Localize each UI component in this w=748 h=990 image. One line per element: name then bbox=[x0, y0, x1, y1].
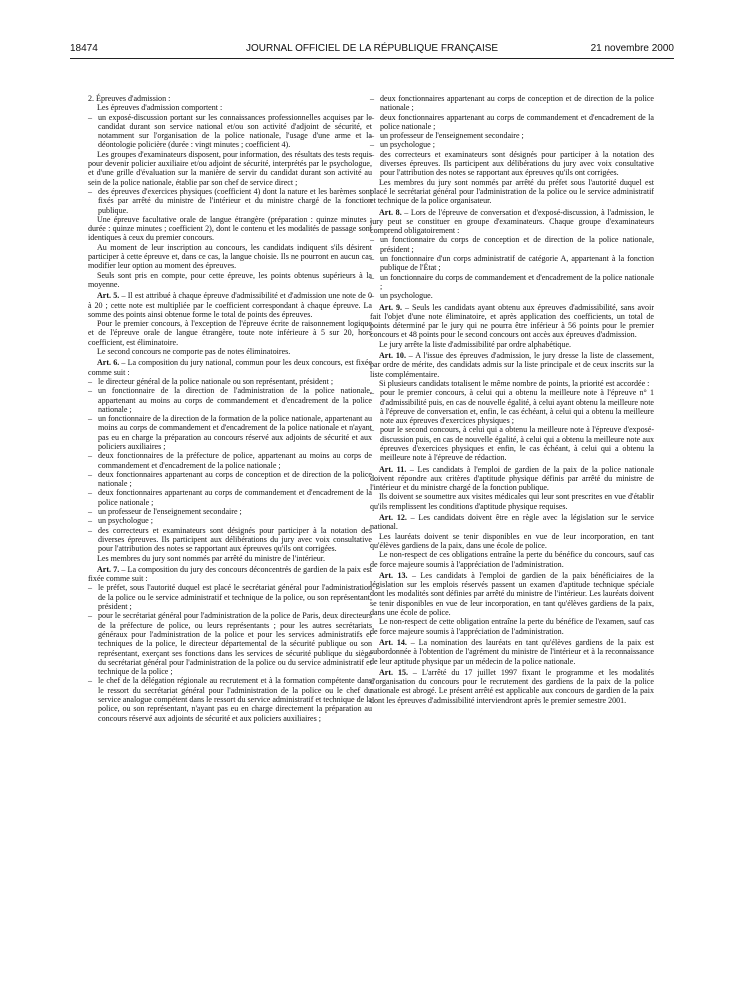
list-item: – un fonctionnaire du corps de commandement et d'encadrement de la police nationale ; bbox=[370, 273, 654, 292]
list-item: – pour le second concours, à celui qui a obtenu la meilleure note à l'épreuve d'exposé-discussion puis, en cas de nouvelle égalité, à celui qui a obtenu la meilleure note aux épreuves d'exercices physiques et enfin, le cas échéant, à celui qui a obtenu la meilleure note à l'épreuve de rédaction. bbox=[370, 425, 654, 462]
article-text: – Lors de l'épreuve de conversation et d'exposé-discussion, à l'admission, le jury peut se constituer en groupe d'examinateurs. Chaque groupe d'examinateurs comprend obligatoirement : bbox=[370, 207, 654, 236]
list-item: – deux fonctionnaires de la préfecture de police, appartenant au moins au corps de commandement et d'encadrement de la police nationale ; bbox=[88, 451, 372, 470]
article-label: Art. 7. bbox=[97, 564, 120, 574]
right-column bbox=[370, 94, 654, 705]
article-10 bbox=[370, 351, 654, 379]
article-label: Art. 14. bbox=[379, 637, 407, 647]
list-item: – deux fonctionnaires appartenant au corps de commandement et d'encadrement de la police nationale ; bbox=[88, 488, 372, 507]
article-5 bbox=[88, 291, 372, 319]
article-text: – Seuls les candidats ayant obtenu aux épreuves d'admissibilité, sans avoir fait l'objet d'une note éliminatoire, et après application des coefficients, un total de points déterminé par le jury qui ne pourra être inférieur à 56 points pour le premier concours et 48 points pour le second concours ont accès aux épreuves d'admission. bbox=[370, 302, 654, 340]
paragraph: Ils doivent se soumettre aux visites médicales qui leur sont prescrites en vue d'établir qu'ils remplissent les conditions d'aptitude physique requises. bbox=[370, 492, 654, 511]
list-item: – un professeur de l'enseignement secondaire ; bbox=[370, 131, 654, 140]
list-item: – deux fonctionnaires appartenant au corps de conception et de direction de la police nationale ; bbox=[370, 94, 654, 113]
article-13 bbox=[370, 571, 654, 617]
paragraph: Les lauréats doivent se tenir disponibles en vue de leur incorporation, en tant qu'élèves gardiens de la paix, dans une école de police. bbox=[370, 531, 654, 550]
article-label: Art. 10. bbox=[379, 351, 406, 361]
paragraph: Les groupes d'examinateurs disposent, pour information, des résultats des tests requis pour devenir policier auxiliaire et/ou adjoint de sécurité, interprétés par le psychologue, et d'une grille d'évaluation sur la manière de servir du candidat durant son activité au sein de la police nationale, établie par son chef de service direct ; bbox=[88, 149, 372, 187]
list-item: – un psychologue. bbox=[370, 291, 654, 300]
list-item: – un fonctionnaire de la direction de la formation de la police nationale, appartenant au moins au corps de commandement et d'encadrement de la police nationale et n'ayant pas eu en charge la préparation au concours réservé aux adjoints de sécurité et aux policiers auxiliaires ; bbox=[88, 414, 372, 451]
article-label: Art. 13. bbox=[379, 570, 408, 580]
article-14 bbox=[370, 638, 654, 666]
article-7 bbox=[88, 565, 372, 584]
list-item: – un fonctionnaire de la direction de l'administration de la police nationale, appartenant au moins au corps de commandement et d'encadrement de la police nationale ; bbox=[88, 386, 372, 414]
publication-date: 21 novembre 2000 bbox=[590, 43, 674, 54]
article-15 bbox=[370, 668, 654, 705]
paragraph: Les épreuves d'admission comportent : bbox=[97, 103, 223, 113]
article-text: – La composition du jury des concours déconcentrés de gardien de la paix est fixée comme suit : bbox=[88, 564, 373, 584]
list-item: – pour le secrétariat général pour l'administration de la police de Paris, deux directeurs de la préfecture de police, ou leurs représentants ; pour les autres secrétariats généraux pour l'administration de la police et pour les services administratifs et techniques de la police, le directeur départemental de la sécurité publique ou son représentant, exerçant ses fonctions dans les services de sécurité publique du siège du secrétariat général pour l'administration de la police ou du service administratif et technique de la police ; bbox=[88, 611, 372, 676]
article-text: – Il est attribué à chaque épreuve d'admissibilité et d'admission une note de 0 à 20 ; cette note est multipliée par le coefficient correspondant à chaque épreuve. La somme des points ainsi obtenue forme le total de points des épreuves. bbox=[88, 291, 372, 319]
list-item: – deux fonctionnaires appartenant au corps de commandement et d'encadrement de la police nationale ; bbox=[370, 113, 654, 132]
list-item: – un fonctionnaire d'un corps administratif de catégorie A, appartenant à la fonction publique de l'État ; bbox=[370, 254, 654, 273]
list bbox=[88, 377, 372, 554]
paragraph: Au moment de leur inscription au concours, les candidats indiquent s'ils désirent participer à cette épreuve et, dans ce cas, la langue choisie. Ils ne pourront en aucun cas modifier leur option au moment des épreuves. bbox=[88, 242, 372, 271]
list-item: – le préfet, sous l'autorité duquel est placé le secrétariat général pour l'administration de la police ou le service administratif et technique de la police, ou son représentant, président ; bbox=[88, 583, 372, 611]
list bbox=[88, 113, 372, 150]
list bbox=[88, 187, 372, 215]
article-label: Art. 12. bbox=[379, 513, 407, 523]
list-item: – un psychologue ; bbox=[88, 516, 372, 525]
paragraph: Le jury arrête la liste d'admissibilité par ordre alphabétique. bbox=[379, 339, 572, 349]
list-item: – un professeur de l'enseignement secondaire ; bbox=[88, 507, 372, 516]
list-item: – deux fonctionnaires appartenant au corps de conception et de direction de la police nationale ; bbox=[88, 470, 372, 489]
paragraph: Pour le premier concours, à l'exception de l'épreuve écrite de raisonnement logique et de l'épreuve orale de langue étrangère, toute note inférieure à 5 sur 20, hors coefficient, est éliminatoire. bbox=[88, 319, 372, 347]
article-text: – La nomination des lauréats en tant qu'élèves gardiens de la paix est subordonnée à l'obtention de l'agrément du ministre de l'intérieur et à la reconnaissance de leur aptitude physique par un médecin de la police nationale. bbox=[370, 637, 654, 666]
article-9 bbox=[370, 303, 654, 340]
article-label: Art. 5. bbox=[97, 291, 120, 301]
list-item: – des correcteurs et examinateurs sont désignés pour participer à la notation des diverses épreuves. Ils participent aux délibérations du jury avec voix consultative pour l'attribution des notes se rapportant aux épreuves qu'ils ont corrigées. bbox=[370, 150, 654, 178]
article-11 bbox=[370, 465, 654, 493]
article-text: – A l'issue des épreuves d'admission, le jury dresse la liste de classement, par ordre de mérite, des candidats admis sur la liste principale et de ceux inscrits sur la liste complémentaire. bbox=[370, 351, 654, 379]
paragraph: Seuls sont pris en compte, pour cette épreuve, les points obtenus supérieurs à la moyenne. bbox=[88, 270, 372, 289]
article-label: Art. 9. bbox=[379, 302, 403, 312]
paragraph: Les membres du jury sont nommés par arrêté du préfet sous l'autorité duquel est placé le secrétariat général pour l'administration de la police ou le service administratif et technique de la police organisateur. bbox=[370, 177, 654, 206]
list bbox=[88, 583, 372, 722]
list bbox=[370, 388, 654, 462]
article-label: Art. 11. bbox=[379, 464, 407, 474]
paragraph: Le non-respect de cette obligation entraîne la perte du bénéfice de l'examen, sauf cas de force majeure soumis à l'appréciation de l'administration. bbox=[370, 617, 654, 636]
list bbox=[370, 94, 654, 178]
article-text: – Les candidats doivent être en règle avec la législation sur le service national. bbox=[370, 513, 654, 532]
article-8 bbox=[370, 208, 654, 236]
page-header bbox=[70, 43, 674, 57]
paragraph: Le second concours ne comporte pas de notes éliminatoires. bbox=[97, 347, 291, 357]
page-number: 18474 bbox=[70, 43, 98, 54]
article-label: Art. 8. bbox=[379, 207, 402, 217]
list-item: – un fonctionnaire du corps de conception et de direction de la police nationale, président ; bbox=[370, 235, 654, 254]
list bbox=[370, 235, 654, 300]
article-12 bbox=[370, 513, 654, 532]
list-item: – un exposé-discussion portant sur les connaissances professionnelles acquises par le candidat durant son service national et/ou son activité d'adjoint de sécurité, et notamment sur l'organisation de la police nationale, l'usage d'une arme et la déontologie policière (durée : vingt minutes ; coefficient 4). bbox=[88, 113, 372, 150]
article-6 bbox=[88, 358, 372, 377]
list-item: – des épreuves d'exercices physiques (coefficient 4) dont la nature et les barèmes sont fixés par arrêté du ministre de l'intérieur et du ministre chargé de la fonction publique. bbox=[88, 187, 372, 215]
list-item: – le directeur général de la police nationale ou son représentant, président ; bbox=[88, 377, 372, 386]
article-text: – L'arrêté du 17 juillet 1997 fixant le programme et les modalités d'organisation du concours pour le recrutement des gardiens de la paix de la police nationale est abrogé. Le présent arrêté est applicable aux concours de gardien de la paix dont les épreuves d'admissibilité interviendront après le premier semestre 2001. bbox=[370, 667, 654, 705]
paragraph: Si plusieurs candidats totalisent le même nombre de points, la priorité est accordée : bbox=[379, 378, 650, 388]
article-text: – La composition du jury national, commun pour les deux concours, est fixée comme suit : bbox=[88, 358, 372, 377]
list-item: – des correcteurs et examinateurs sont désignés pour participer à la notation des diverses épreuves. Ils participent aux délibérations du jury avec voix consultative pour l'attribution des notes se rapportant aux épreuves qu'ils ont corrigées. bbox=[88, 526, 372, 554]
left-column bbox=[88, 94, 372, 723]
article-label: Art. 6. bbox=[97, 358, 120, 368]
article-text: – Les candidats à l'emploi de gardien de la paix de la police nationale doivent répondre aux critères d'aptitude physique définis par arrêté du ministre de l'intérieur et du ministre chargé de la fonction publique. bbox=[370, 464, 655, 493]
paragraph: Les membres du jury sont nommés par arrêté du ministre de l'intérieur. bbox=[97, 553, 326, 563]
article-label: Art. 15. bbox=[379, 667, 409, 677]
list-item: – un psychologue ; bbox=[370, 140, 654, 149]
list-item: – le chef de la délégation régionale au recrutement et à la formation compétente dans le ressort du secrétariat général pour l'administration de la police ou le chef du service analogue compétent dans le ressort du service administratif et technique de la police, ou son représentant, n'ayant pas eu en charge directement la préparation au concours réservé aux adjoints de sécurité et aux policiers auxiliaires ; bbox=[88, 676, 372, 722]
article-text: – Les candidats à l'emploi de gardien de la paix bénéficiaires de la législation sur les emplois réservés passent un examen d'aptitude technique spéciale dont les modalités sont définies par arrêté du ministre de l'intérieur. Les lauréats doivent se tenir disponibles en vue de leur incorporation, en tant qu'élèves gardiens de la paix, dans une école de police. bbox=[370, 570, 654, 618]
list-item: – pour le premier concours, à celui qui a obtenu la meilleure note à l'épreuve n° 1 d'admissibilité puis, en cas de nouvelle égalité, à celui ayant obtenu la meilleure note à l'épreuve de conversation et, enfin, le cas échéant, à celui qui a obtenu la meilleure note aux épreuves d'exercices physiques ; bbox=[370, 388, 654, 425]
paragraph: Une épreuve facultative orale de langue étrangère (préparation : quinze minutes ; durée : quinze minutes ; coefficient 2), dont le contenu et les modalités de passage sont identiques à ceux du premier concours. bbox=[88, 214, 372, 243]
section-heading: 2. Épreuves d'admission : bbox=[88, 94, 171, 103]
paragraph: Le non-respect de ces obligations entraîne la perte du bénéfice du concours, sauf cas de force majeure soumis à l'appréciation de l'administration. bbox=[370, 550, 654, 569]
journal-title: JOURNAL OFFICIEL DE LA RÉPUBLIQUE FRANÇAISE bbox=[246, 43, 499, 54]
header-rule bbox=[70, 58, 674, 59]
